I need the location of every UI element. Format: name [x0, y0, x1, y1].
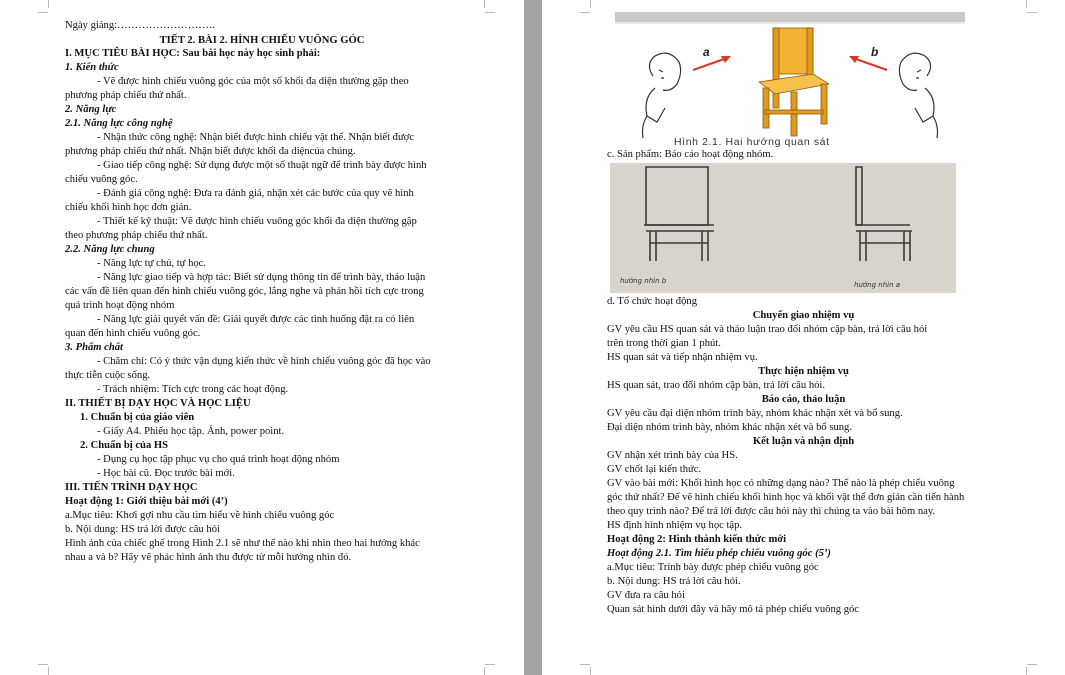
sketch-chair-front [644, 167, 714, 261]
text-line: - Dụng cụ học tập phục vụ cho quá trình hoạt động nhóm [97, 454, 340, 465]
text-line: b. Nội dung: HS trả lời câu hỏi. [607, 576, 741, 587]
text-line: - Đánh giá công nghệ: Đưa ra đánh giá, nhận xét các bước của quy vẽ hình [97, 188, 414, 199]
figure-chair-two-directions [615, 12, 965, 152]
corner-mark [38, 12, 48, 13]
text-line: - Trách nhiệm: Tích cực trong các hoạt động. [97, 384, 289, 395]
text-line: d. Tổ chức hoạt động [607, 296, 697, 307]
text-line: Hoạt động 1: Giới thiệu bài mới (4’) [65, 496, 228, 507]
text-line: Ngày giảng:………………………. [65, 20, 216, 31]
arrow-a-label: a [703, 45, 710, 59]
text-line: HS quan sát và tiếp nhận nhiệm vụ. [607, 352, 758, 363]
text-line: - Chăm chỉ: Có ý thức vận dụng kiến thức về hình chiếu vuông góc đã học vào [97, 356, 431, 367]
text-line: TIẾT 2. BÀI 2. HÌNH CHIẾU VUÔNG GÓC [159, 35, 365, 46]
corner-mark [1027, 664, 1037, 665]
text-line: - Vẽ được hình chiếu vuông góc của một số khối đa diện thường gặp theo [97, 76, 409, 87]
corner-mark [484, 667, 485, 675]
document-page-right [542, 0, 1065, 675]
text-line: a.Mục tiêu: Khơi gợi nhu cầu tìm hiểu về hình chiếu vuông góc [65, 510, 335, 521]
text-line: - Nhận thức công nghệ: Nhận biết được hình chiếu vật thể. Nhận biết được [97, 132, 415, 143]
corner-mark [485, 664, 495, 665]
text-line: Đại diện nhóm trình bày, nhóm khác nhận xét và bổ sung. [607, 422, 852, 433]
corner-mark [1027, 12, 1037, 13]
text-line: chiếu vuông góc. [65, 174, 138, 185]
corner-mark [580, 12, 590, 13]
text-line: GV chốt lại kiến thức. [607, 464, 702, 475]
sketch-chair-side [856, 167, 912, 261]
text-line: quan đến hình chiếu vuông góc. [65, 328, 201, 339]
text-line: 2. Năng lực [65, 104, 117, 115]
arrow-a [693, 56, 731, 70]
text-line: góc thứ nhất? Để vẽ hình chiếu khối hình học và khối vật thể đơn giản cần tiến hành [607, 492, 965, 503]
arrow-b-label: b [871, 45, 879, 59]
text-line: Hoạt động 2.1. Tìm hiểu phép chiếu vuông góc (5’) [607, 548, 831, 559]
corner-mark [1026, 0, 1027, 8]
sketch-label-left: hướng nhìn b [620, 277, 667, 285]
text-line: c. Sản phẩm: Báo cáo hoạt động nhóm. [607, 149, 774, 160]
text-line: 2. Chuẩn bị của HS [80, 440, 169, 451]
corner-mark [580, 664, 590, 665]
text-line: - Năng lực giao tiếp và hợp tác: Biết sử dụng thông tin để trình bày, thảo luận [97, 272, 426, 283]
text-line: - Thiết kế kỹ thuật: Vẽ được hình chiếu vuông góc khối đa diện thường gặp [97, 216, 417, 227]
text-line: các vấn đề liên quan đến hình chiếu vuông góc, lắng nghe và phản hồi tích cực trong [65, 286, 424, 297]
corner-mark [48, 0, 49, 8]
text-line: trên trong thời gian 1 phút. [607, 338, 721, 349]
text-line: HS định hình nhiệm vụ học tập. [607, 520, 743, 531]
text-line: - Học bài cũ. Đọc trước bài mới. [97, 468, 235, 479]
text-line: 2.1. Năng lực công nghệ [65, 118, 173, 129]
figure-sketch-photo [610, 163, 956, 293]
text-line: I. MỤC TIÊU BÀI HỌC: Sau bài học này học sinh phải: [65, 48, 321, 59]
text-line: Hình ảnh của chiếc ghế trong Hình 2.1 sẽ như thế nào khi nhìn theo hai hướng khác [65, 538, 420, 549]
arrow-b [849, 56, 887, 70]
corner-mark [48, 667, 49, 675]
text-line: Báo cáo, thảo luận [761, 394, 846, 405]
text-line: b. Nội dung: HS trả lời được câu hỏi [65, 524, 220, 535]
person-left-head [643, 53, 681, 138]
figure-caption: Hình 2.1. Hai hướng quan sát [674, 136, 830, 148]
corner-mark [590, 667, 591, 675]
text-line: 2.2. Năng lực chung [65, 244, 155, 255]
text-line: nhau a và b? Hãy vẽ phác hình ảnh thu được từ mỗi hướng nhìn đó. [65, 552, 352, 563]
text-line: theo phương pháp chiếu thứ nhất. [65, 230, 208, 241]
text-line: phương pháp chiếu thứ nhất. Nhận biết được khối đa diệncủa chúng. [65, 146, 356, 157]
corner-mark [485, 12, 495, 13]
text-line: 1. Kiến thức [65, 62, 119, 73]
text-line: chiếu khối hình học đơn giản. [65, 202, 192, 213]
person-right-head [899, 53, 937, 138]
text-line: - Năng lực giải quyết vấn đề: Giải quyết được các tình huống đặt ra có liên [97, 314, 415, 325]
document-page-left [0, 0, 524, 675]
text-line: - Giấy A4. Phiếu học tập. Ảnh, power point. [97, 426, 285, 437]
text-line: Quan sát hình dưới đây và hãy mô tả phép chiếu vuông góc [607, 604, 859, 615]
text-line: Kết luận và nhận định [752, 436, 855, 447]
text-line: Chuyển giao nhiệm vụ [752, 310, 855, 321]
text-line: a.Mục tiêu: Trình bày được phép chiếu vuông góc [607, 562, 819, 573]
chair-illustration [759, 28, 829, 136]
text-line: GV nhận xét trình bày của HS. [607, 450, 738, 461]
text-line: Thực hiện nhiệm vụ [758, 366, 849, 377]
text-line: HS quan sát, trao đổi nhóm cặp bàn, trả lời câu hỏi. [607, 380, 826, 391]
text-line: 3. Phẩm chất [65, 342, 123, 353]
text-line: II. THIẾT BỊ DẠY HỌC VÀ HỌC LIỆU [65, 398, 251, 409]
text-line: Hoạt động 2: Hình thành kiến thức mới [607, 534, 787, 545]
corner-mark [484, 0, 485, 8]
text-line: theo quy trình nào? Để trả lời được câu hỏi này thì chúng ta vào bài hôm nay. [607, 506, 936, 517]
corner-mark [1026, 667, 1027, 675]
text-line: - Năng lực tự chủ, tự học. [97, 258, 207, 269]
sketch-label-right: hướng nhìn a [854, 281, 901, 289]
text-line: quá trình hoạt động nhóm [65, 300, 175, 311]
text-line: GV đưa ra câu hỏi [607, 590, 685, 601]
text-line: phương pháp chiếu thứ nhất. [65, 90, 187, 101]
text-line: GV yêu cầu HS quan sát và thảo luận trao đổi nhóm cặp bàn, trả lời câu hỏi [607, 324, 928, 335]
corner-mark [38, 664, 48, 665]
corner-mark [590, 0, 591, 8]
text-line: - Giao tiếp công nghệ: Sử dụng được một số thuật ngữ để trình bày được hình [97, 160, 427, 171]
text-line: GV yêu cầu đại diện nhóm trình bày, nhóm khác nhận xét và bổ sung. [607, 408, 903, 419]
text-line: thực tiễn cuộc sống. [65, 370, 151, 381]
text-line: III. TIẾN TRÌNH DẠY HỌC [65, 482, 198, 493]
text-line: 1. Chuẩn bị của giáo viên [80, 412, 195, 423]
text-line: GV vào bài mới: Khối hình học có những dạng nào? Thế nào là phép chiếu vuông [607, 478, 955, 489]
